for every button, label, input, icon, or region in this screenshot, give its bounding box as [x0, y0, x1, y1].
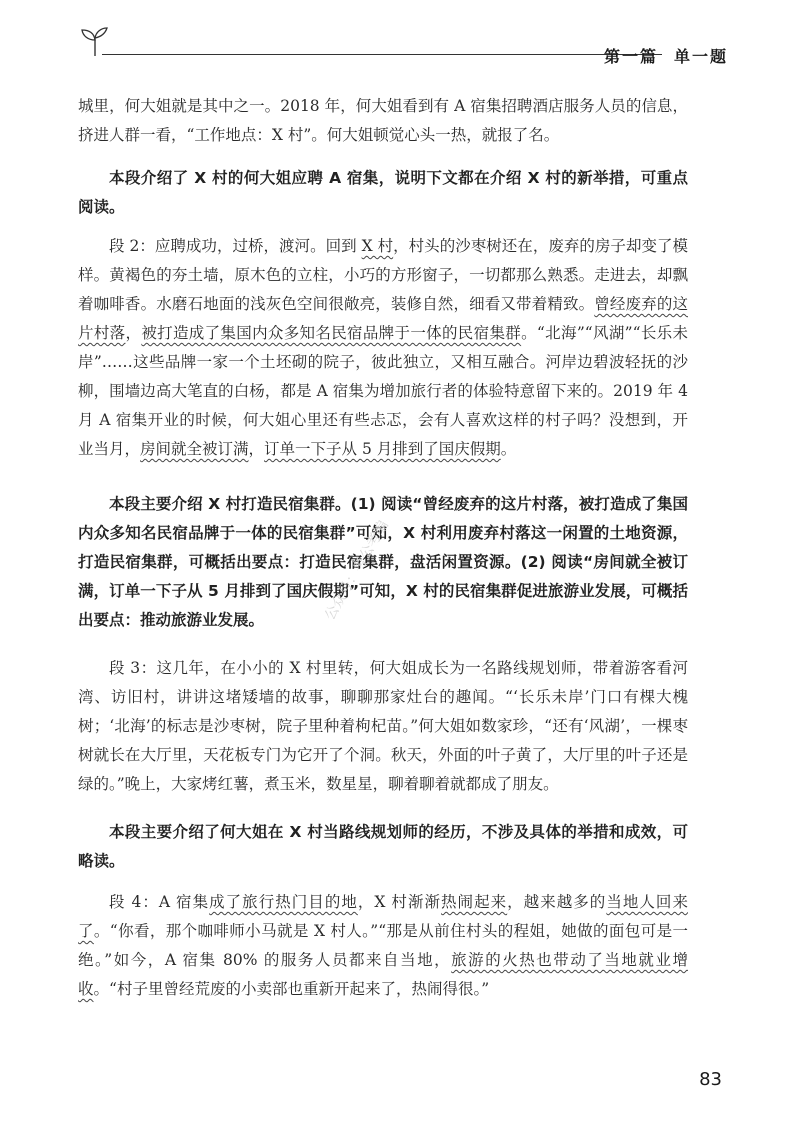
- paragraph-4: 段 4：A 宿集成了旅行热门目的地，X 村渐渐热闹起来，越来越多的当地人回来了。“你看，那个咖啡师小马就是 X 村人。”“那是从前住村头的程姐，她做的面包可是一绝。”如今，A 宿集 80% 的服务人员都来自当地，旅游的火热也带动了当地就业增收。“村子里曾经荒废的小卖部也重新开起来了，热闹得很。”: [78, 893, 688, 998]
- note-paragraph-3: 本段主要介绍了何大姐在 X 村当路线规划师的经历，不涉及具体的举措和成效，可略读。: [78, 823, 688, 870]
- header-topic: 单一题: [673, 47, 728, 66]
- sprout-icon: [78, 24, 112, 58]
- page-number: 83: [699, 1069, 722, 1090]
- key-phrase: 当地人回来了: [78, 893, 688, 940]
- key-phrase: 房间就全被订满: [140, 440, 249, 458]
- paragraph-intro: 城里，何大姐就是其中之一。2018 年，何大姐看到有 A 宿集招聘酒店服务人员的信息，挤进人群一看，“工作地点：X 村”。何大姐顿觉心头一热，就报了名。: [78, 97, 688, 144]
- header-section: 第一篇: [603, 47, 658, 66]
- key-phrase: 曾经废弃的这片村落: [78, 295, 688, 342]
- key-phrase: 订单一下子从 5 月排到了国庆假期: [264, 440, 501, 458]
- paragraph-3: 段 3：这几年，在小小的 X 村里转，何大姐成长为一名路线规划师，带着游客看河湾、访旧村，讲讲这堵矮墙的故事，聊聊那家灶台的趣闻。“‘长乐未岸’门口有棵大槐树；‘北海’的标志是沙枣树，院子里种着枸杞苗。”何大姐如数家珍，“还有‘风湖’，一棵枣树就长在大厅里，天花板专门为它开了个洞。秋天，外面的叶子黄了，大厅里的叶子还是绿的。”晚上，大家烤红薯，煮玉米，数星星，聊着聊着就都成了朋友。: [78, 659, 688, 793]
- key-phrase: 旅游的火热也带动了当地就业增收: [78, 951, 688, 998]
- note-paragraph-1: 本段介绍了 X 村的何大姐应聘 A 宿集，说明下文都在介绍 X 村的新举措，可重点阅读。: [78, 169, 688, 216]
- key-phrase: X 村: [361, 237, 394, 255]
- page-header: [78, 24, 728, 64]
- key-phrase: 被打造成了集国内众多知名民宿品牌于一体的民宿集群: [141, 324, 522, 342]
- note-paragraph-2: 本段主要介绍 X 村打造民宿集群。(1) 阅读“曾经废弃的这片村落，被打造成了集国内众多知名民宿品牌于一体的民宿集群”可知，X 村利用废弃村落这一闲置的土地资源，打造民宿集群，可概括出要点：打造民宿集群，盘活闲置资源。(2) 阅读“房间就全被订满，订单一下子从 5 月排到了国庆假期”可知，X 村的民宿集群促进旅游业发展，可概括出要点：推动旅游业发展。: [78, 495, 688, 629]
- key-phrase: 成了旅行热门目的地: [209, 893, 358, 911]
- watermark: 公众号：考公考编: [321, 518, 392, 623]
- key-phrase: 热闹起来: [441, 893, 508, 911]
- paragraph-2: 段 2：应聘成功，过桥，渡河。回到 X 村，村头的沙枣树还在，废弃的房子却变了模样。黄褐色的夯土墙，原木色的立柱，小巧的方形窗子，一切都那么熟悉。走进去，却飘着咖啡香。水磨石地面的浅灰色空间很敞亮，装修自然，细看又带着精致。曾经废弃的这片村落，被打造成了集国内众多知名民宿品牌于一体的民宿集群。“北海”“风湖”“长乐未岸”……这些品牌一家一个土坯砌的院子，彼此独立，又相互融合。河岸边碧波轻抚的沙柳，围墙边高大笔直的白杨，都是 A 宿集为增加旅行者的体验特意留下来的。2019 年 4 月 A 宿集开业的时候，何大姐心里还有些忐忑，会有人喜欢这样的村子吗？没想到，开业当月，房间就全被订满，订单一下子从 5 月排到了国庆假期。: [78, 237, 689, 458]
- header-rule: [102, 54, 662, 55]
- header-title: [588, 44, 728, 67]
